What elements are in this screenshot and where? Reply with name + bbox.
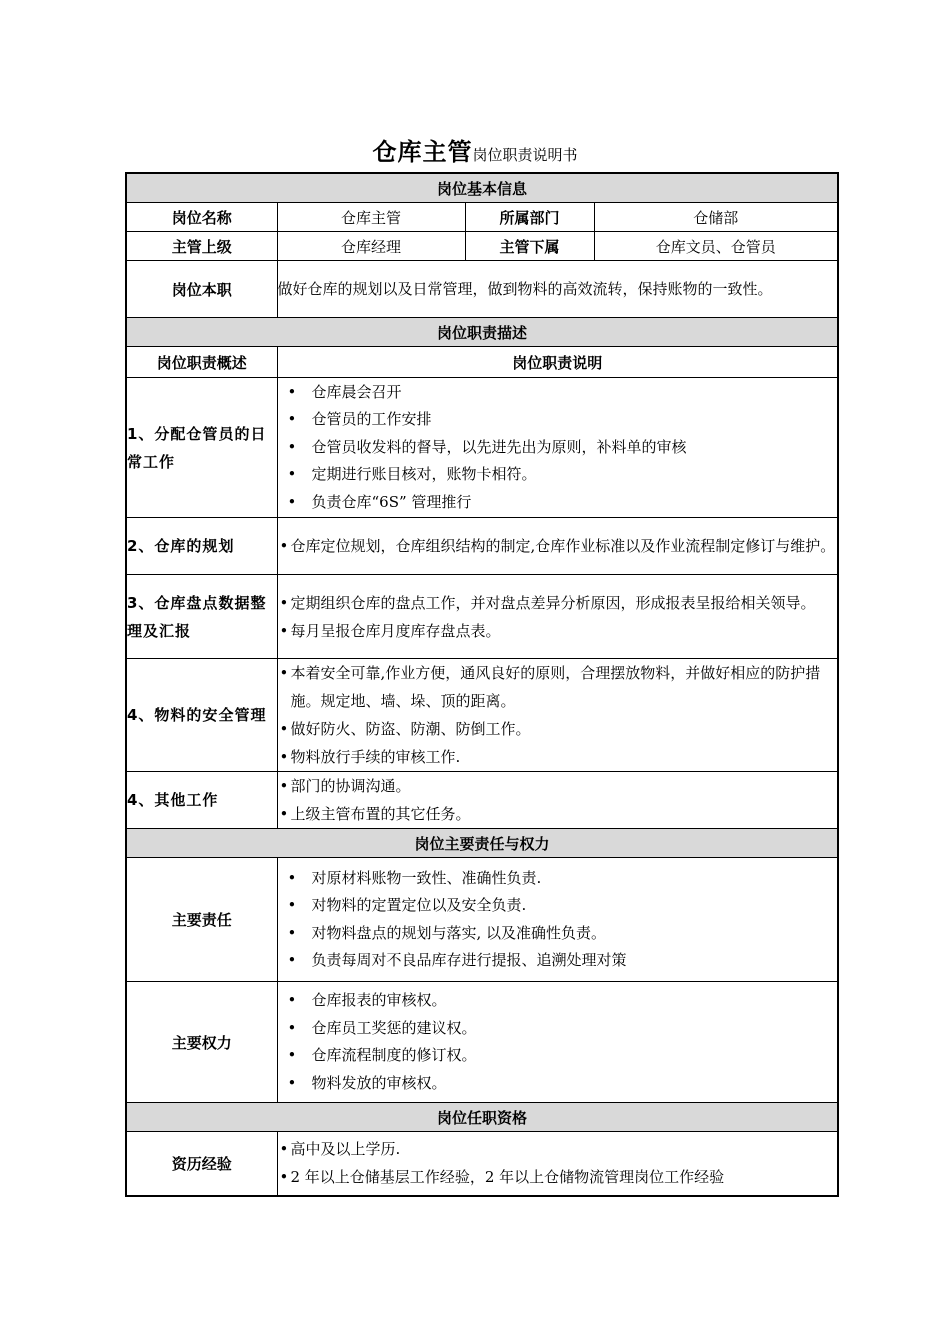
duties-col2-header: 岗位职责说明 — [277, 347, 838, 378]
department-value: 仓储部 — [594, 203, 838, 232]
list-item: • 部门的协调沟通。 — [278, 772, 838, 800]
power-items — [277, 982, 838, 1103]
title-sub: 岗位职责说明书 — [472, 146, 578, 164]
power-label: 主要权力 — [126, 982, 277, 1103]
subordinate-value: 仓库文员、仓管员 — [594, 232, 838, 261]
duty-value: 做好仓库的规划以及日常管理，做到物料的高效流转，保持账物的一致性。 — [277, 261, 838, 318]
section-qual-row — [126, 1103, 838, 1132]
experience-items — [277, 1132, 838, 1196]
resp-label: 主要责任 — [126, 858, 277, 982]
resp-items — [277, 858, 838, 982]
list-item: • 仓库流程制度的修订权。 — [278, 1042, 838, 1070]
list-item: • 上级主管布置的其它任务。 — [278, 800, 838, 828]
duty-row-label: 4、物料的安全管理 — [126, 659, 277, 772]
title-main: 仓库主管 — [372, 138, 473, 166]
subordinate-label: 主管下属 — [465, 232, 594, 261]
duty-row-items — [277, 518, 838, 575]
basic-row-3 — [126, 261, 838, 318]
department-label: 所属部门 — [465, 203, 594, 232]
position-name-value: 仓库主管 — [277, 203, 465, 232]
duty-row — [126, 772, 838, 829]
list-item: • 高中及以上学历. — [278, 1135, 838, 1163]
job-description-table — [125, 172, 839, 1197]
duty-row — [126, 518, 838, 575]
list-item: • 仓库晨会召开 — [278, 379, 838, 407]
duty-label: 岗位本职 — [126, 261, 277, 318]
duty-row-items — [277, 772, 838, 829]
section-resp-row — [126, 829, 838, 858]
position-name-label: 岗位名称 — [126, 203, 277, 232]
resp-row — [126, 858, 838, 982]
power-row — [126, 982, 838, 1103]
qual-row — [126, 1132, 838, 1196]
duties-col1-header: 岗位职责概述 — [126, 347, 277, 378]
list-item: • 定期进行账目核对，账物卡相符。 — [278, 461, 838, 489]
list-item: • 物料放行手续的审核工作. — [278, 743, 838, 771]
list-item: • 仓库员工奖惩的建议权。 — [278, 1015, 838, 1043]
duty-row-items — [277, 659, 838, 772]
duty-row — [126, 659, 838, 772]
list-item: • 做好防火、防盗、防潮、防倒工作。 — [278, 715, 838, 743]
duties-column-header-row — [126, 347, 838, 378]
section-basic-header: 岗位基本信息 — [126, 173, 838, 203]
duty-row — [126, 378, 838, 518]
superior-label: 主管上级 — [126, 232, 277, 261]
duty-row-items — [277, 378, 838, 518]
list-item: • 仓库报表的审核权。 — [278, 987, 838, 1015]
basic-row-1 — [126, 203, 838, 232]
section-duties-header: 岗位职责描述 — [126, 318, 838, 347]
list-item: • 仓管员收发料的督导，以先进先出为原则，补料单的审核 — [278, 434, 838, 462]
duty-row-items — [277, 575, 838, 659]
duty-row-label: 2、仓库的规划 — [126, 518, 277, 575]
basic-row-2 — [126, 232, 838, 261]
section-duties-row — [126, 318, 838, 347]
section-basic-row — [126, 173, 838, 203]
experience-label: 资历经验 — [126, 1132, 277, 1196]
list-item: • 本着安全可靠,作业方便，通风良好的原则，合理摆放物料，并做好相应的防护措施。规定地、墙、垛、顶的距离。 — [278, 659, 838, 715]
list-item: • 仓库定位规划，仓库组织结构的制定,仓库作业标准以及作业流程制定修订与维护。 — [278, 532, 838, 560]
duty-row — [126, 575, 838, 659]
list-item: • 2 年以上仓储基层工作经验，2 年以上仓储物流管理岗位工作经验 — [278, 1163, 838, 1191]
list-item: • 每月呈报仓库月度库存盘点表。 — [278, 617, 838, 645]
list-item: • 对原材料账物一致性、准确性负责. — [278, 865, 838, 893]
list-item: • 负责仓库“6S” 管理推行 — [278, 489, 838, 517]
section-qual-header: 岗位任职资格 — [126, 1103, 838, 1132]
duty-row-label: 3、仓库盘点数据整理及汇报 — [126, 575, 277, 659]
list-item: • 对物料的定置定位以及安全负责. — [278, 892, 838, 920]
superior-value: 仓库经理 — [277, 232, 465, 261]
list-item: • 对物料盘点的规划与落实, 以及准确性负责。 — [278, 920, 838, 948]
section-resp-header: 岗位主要责任与权力 — [126, 829, 838, 858]
list-item: • 定期组织仓库的盘点工作，并对盘点差异分析原因，形成报表呈报给相关领导。 — [278, 589, 838, 617]
list-item: • 仓管员的工作安排 — [278, 406, 838, 434]
duty-row-label: 1、分配仓管员的日常工作 — [126, 378, 277, 518]
document-title — [0, 132, 950, 167]
duty-row-label: 4、其他工作 — [126, 772, 277, 829]
list-item: • 物料发放的审核权。 — [278, 1070, 838, 1098]
list-item: • 负责每周对不良品库存进行提报、追溯处理对策 — [278, 947, 838, 975]
